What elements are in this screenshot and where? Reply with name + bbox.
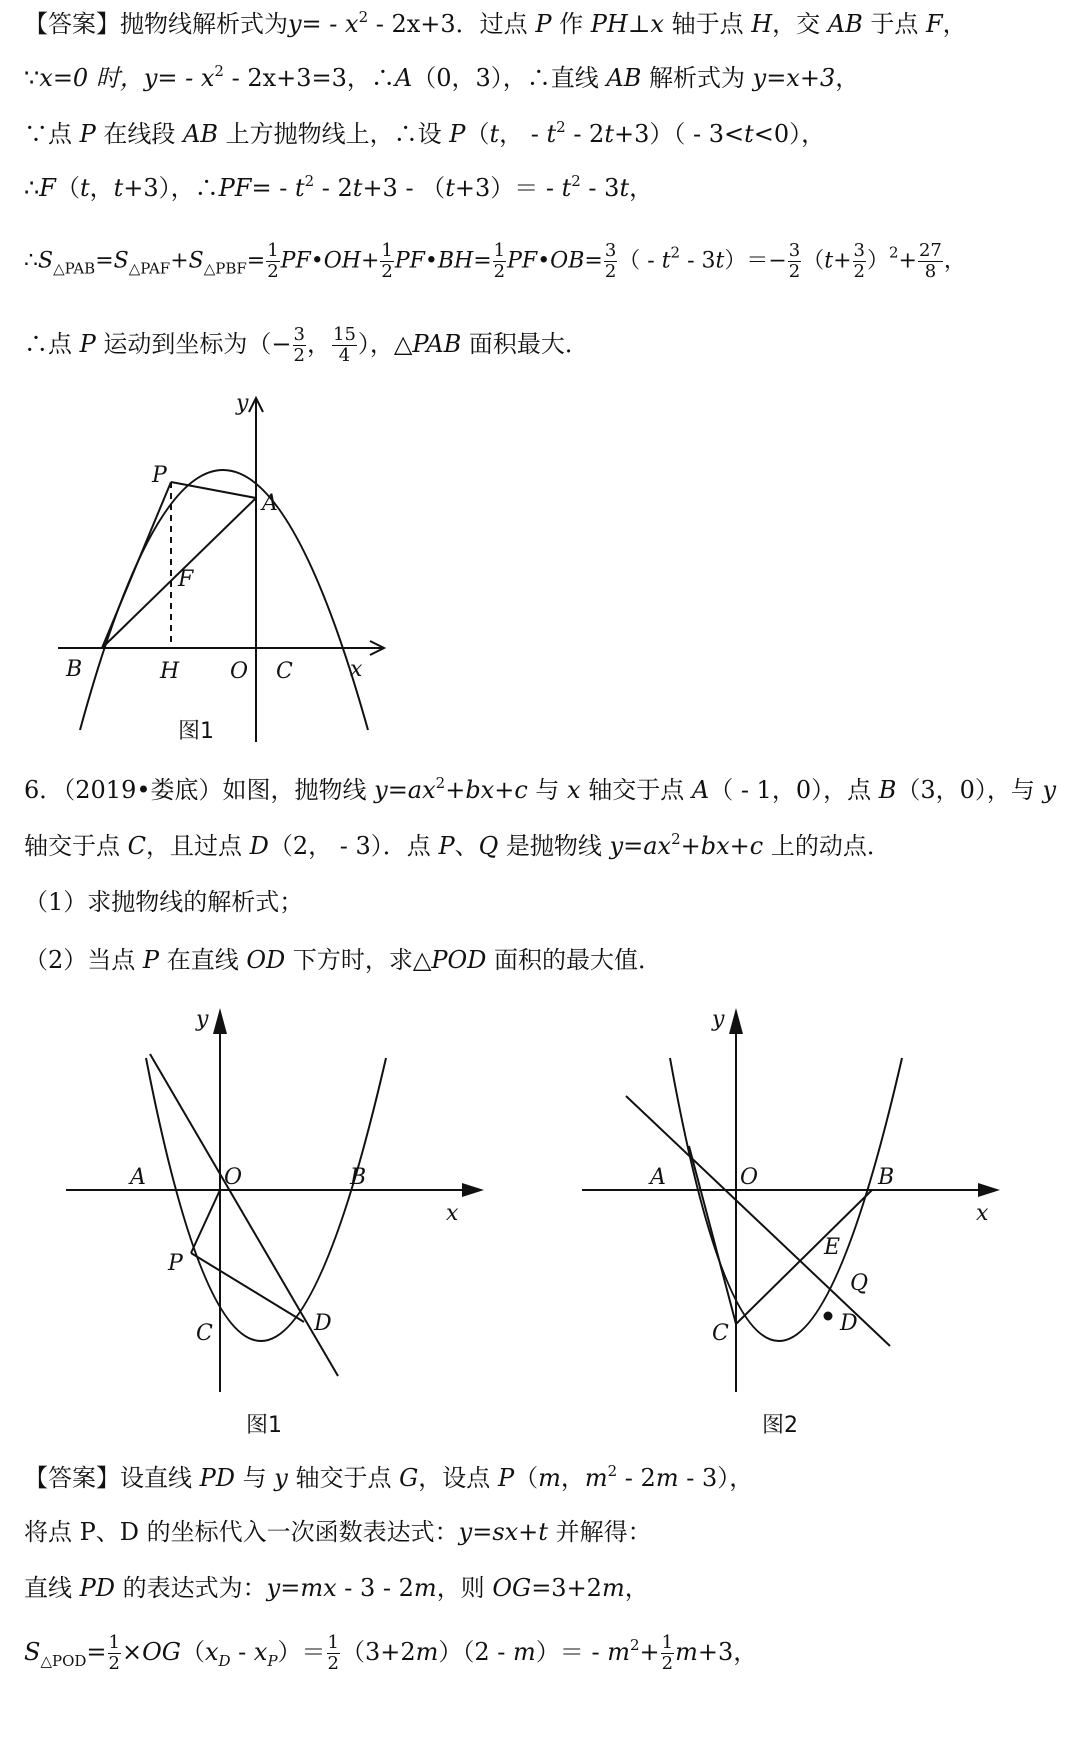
label-o: O [230,659,249,684]
figure-caption: 图1 [178,719,214,744]
label-a: A [650,1165,666,1190]
problem6-line1: 6．（2019•娄底）如图，抛物线 $y=ax^2+bx+c$ 与 x 轴交于点 A（ - 1，0），点 B（3，0），与 y [24,774,1057,804]
line-od [150,1054,338,1376]
fraction-15-4: $\frac{15}{4}$ [333,324,356,366]
label-y: y [712,1007,725,1032]
answer2-line4: $S_{\triangle POD}=$ $\frac{1}{2}$ $\times OG(x_D - x_P)=$ $\frac{1}{2}$ $(3+2m)(2 - m)= - m^2+$ $\frac{1}{2}$ m+3， [24,1632,758,1674]
y-axis-arrow [729,1008,743,1034]
label-o: O [224,1165,243,1190]
figure-1-diagram [50,380,390,750]
answer1-line2: ∵x=0 时，$y= - x^2 - 2x+3=3$，∴A（0，3），∴直线 AB 解析式为 y=x+3， [24,62,860,92]
label-x: x [446,1201,459,1226]
label-e: E [824,1235,841,1260]
fraction-27-8: $\frac{27}{8}$ [918,240,942,282]
label-f: F [178,567,194,592]
label-x: x [350,657,363,682]
label-a: A [130,1165,146,1190]
problem6-question2: （2）当点 P 在直线 OD 下方时，求△POD 面积的最大值． [24,946,663,974]
label-a: A [262,491,278,516]
label-h: H [160,659,180,684]
answer2-line3: 直线 PD 的表达式为：y=mx - 3 - 2m，则 OG=3+2m， [24,1574,649,1602]
label-x: x [976,1201,989,1226]
figure-caption: 图2 [762,1413,798,1438]
fraction-half: $\frac{1}{2}$ [381,240,393,282]
parabola-curve [670,1058,902,1341]
figure-caption: 图1 [246,1413,282,1438]
segment-bc [736,1190,872,1324]
line-oq [626,1096,890,1346]
label-p: P [168,1251,183,1276]
label-c: C [276,659,293,684]
parabola-curve [80,470,368,730]
answer1-line1: 【答案】抛物线解析式为$y= - x^2 - 2x+3$．过点 P 作 PH⊥x 轴于点 H，交 AB 于点 F， [24,8,967,38]
answer1-line5: $\therefore S_{\triangle PAB}=S_{\triangle PAF}+S_{\triangle PBF}=$ $\frac{1}{2}$ PF•OH+ $\frac{1}{2}$ PF•BH= $\frac{1}{2}$ PF•OB= $\frac{3}{2}$ （ - $t^2 - 3t)=-$ $\frac{3}{2}$ （t+ $\frac{3}{2}$ ）$^2$+ $\frac{27}{8}$ ， [24,240,966,282]
figure-3-diagram [576,1000,1016,1440]
segment-op [191,1190,220,1253]
fraction-three-halves: $\frac{3}{2}$ [293,324,305,366]
fraction-three-halves: $\frac{3}{2}$ [853,240,865,282]
fraction-half: $\frac{1}{2}$ [108,1632,120,1674]
fraction-half: $\frac{1}{2}$ [267,240,279,282]
label-b: B [878,1165,895,1190]
label-o: O [740,1165,759,1190]
label-q: Q [850,1271,869,1296]
figure-2-diagram [60,1000,490,1440]
answer2-line1: 【答案】设直线 PD 与 y 轴交于点 G，设点 P（m，$m^2 - 2m - 3$）， [24,1462,754,1492]
answer2-line2: 将点 P、D 的坐标代入一次函数表达式：y=sx+t 并解得： [24,1518,652,1546]
segment-pb [102,482,171,648]
label-d: D [314,1311,332,1336]
label-y: y [196,1007,209,1032]
y-axis-arrow [213,1008,227,1034]
label-y: y [236,391,249,416]
label-d: D [840,1311,858,1336]
point-d [824,1312,833,1321]
fraction-three-halves: $\frac{3}{2}$ [788,240,801,282]
problem6-line2: 轴交于点 C，且过点 D（2， - 3）．点 P、Q 是抛物线 $y=ax^2+bx+c$ 上的动点． [24,830,891,860]
x-axis-arrow [978,1183,1000,1197]
segment-ac [689,1146,736,1324]
label-b: B [66,657,83,682]
x-axis-arrow [462,1183,484,1197]
label-c: C [196,1321,213,1346]
fraction-half: $\frac{1}{2}$ [661,1632,674,1674]
label-p: P [152,463,167,488]
fraction-half: $\frac{1}{2}$ [493,240,506,282]
label-b: B [350,1165,367,1190]
fraction-three-halves: $\frac{3}{2}$ [604,240,617,282]
answer1-line3: ∵点 P 在线段 AB 上方抛物线上，∴设 P（t， - $t^2 - 2t+3)( - 3<t<0)$， [24,118,826,148]
answer1-line6: ∴点 P 运动到坐标为（− $\frac{3}{2}$ ， $\frac{15}{4}$ ），△PAB 面积最大． [24,324,589,366]
answer1-line4: ∴F（t，t+3），∴PF= - $t^2 - 2t+3 - (t+3)= - t^2 - 3t$， [24,172,654,202]
label-c: C [712,1321,729,1346]
fraction-half: $\frac{1}{2}$ [327,1632,339,1674]
problem6-question1: （1）求抛物线的解析式； [24,888,304,916]
